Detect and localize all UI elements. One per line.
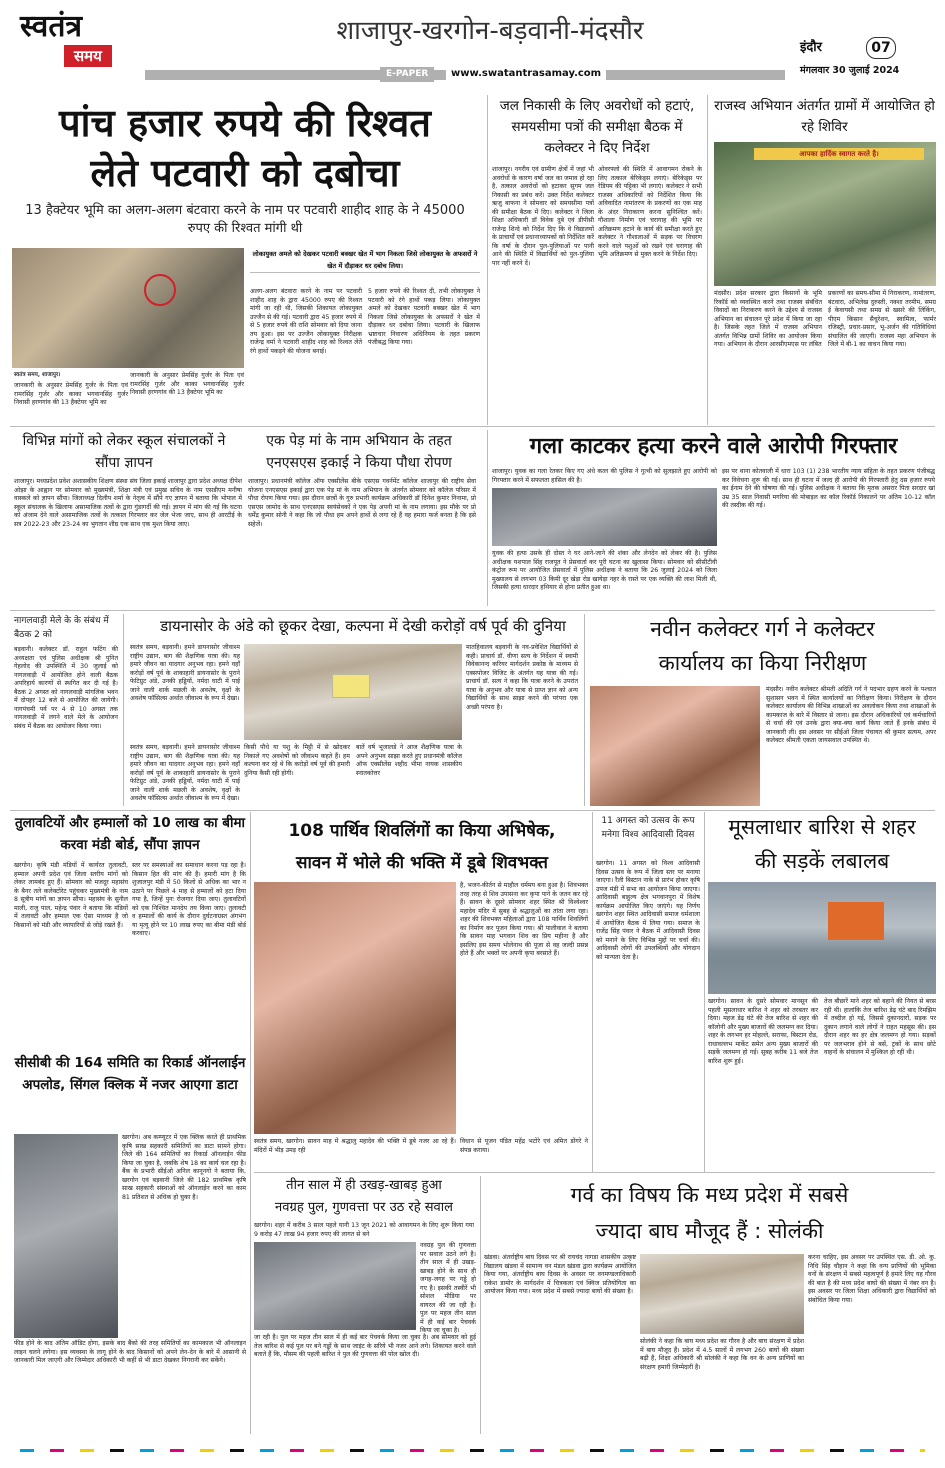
logo-bottom: समय	[64, 45, 112, 67]
new-collector-col: मंदसौर। नवीन कलेक्टर श्रीमती अदिति गर्ग ने पदभार ग्रहण करने के पश्चात सुशासन भवन में स्थित कार्यालयों का निरीक्षण किया। निरीक्षण के दौरान कलेक्टर कार्यालय की विभिन्न शाखाओं का अवलोकन किया तथा शाखाओं के कामकाज के बारे में विस्तार से जाना। इस दौरान अधिकारियों एवं कर्मचारियों से चर्चा की एवं उनके द्वारा क्या-क्या कार्य किया जाते हैं इनके संबंध में जानकारी ली। इस अवसर पर सीईओ जिला पंचायत श्री कुमार सत्यम, अपर कलेक्टर श्रीमती एकता जायसवाल उपस्थित थे।	[766, 686, 936, 745]
tree-headline: एक पेड़ मां के नाम अभियान के तहत एनएसएस इकाई ने किया पौधा रोपण	[266, 433, 452, 471]
bridge-headline-2: नवग्रह पुल, गुणवत्ता पर उठ रहे सवाल	[275, 1200, 453, 1215]
tiger-col-1: खंडवा। अंतर्राष्ट्रीय बाघ दिवस पर श्री रायचंद नागडा शासकीय उत्कृष्ट विद्यालय खंडवा में सामान्य वन मंडल खंडवा द्वारा कार्यक्रम आयोजित किया गया, अंतर्राष्ट्रीय बाघ दिवस के अवसर पर वनमण्डलाधिकारी राकेश डामोर के मार्गदर्शन में चित्रकला एवं क्विज प्रतियोगिता का आयोजन किया गया। मध्य प्रदेश में सबसे ज्यादा बाघों की संख्या है।	[484, 1254, 636, 1296]
bridge-lead: खरगोन। शहर में करीब 3 साल पहले यानी 13 जून 2021 को आवागमन के लिए शुरू किया गया 9 करोड़ 47 लाख 94 हजार रुपए की लागत से बने	[254, 1222, 474, 1238]
bribe-kicker: लोकायुक्त अमले को देखकर पटवारी बक्खर खेत में भाग निकला जिसे लोकायुक्त के अफसरों ने खेत में दौड़ाकर धर दबोच लिया।	[250, 248, 480, 273]
murder-photo	[492, 488, 717, 546]
cbi-col: खरगोन। अब कम्प्यूटर में एक क्लिक करते ही प्राथमिक कृषि साख सहकारी समितियों का डाटा सामने होगा। जिले की 164 समितियों का रिकार्ड ऑनलाईन फीड किया जा चुका है, जबकि शेष 18 का कार्य चल रहा है। बैंक के प्रभारी सीईओ अनिल कानूनगो ने बताया कि, खरगोन एवं बड़वानी जिले की 182 प्राथमिक कृषि साख सहकारी संस्थाओं को ऑनलाईन करने का काम 81 प्रतिशत से अधिक हो चुका है।	[122, 1134, 246, 1201]
drainage-col-1: शाजापुर। नगरीय एवं ग्रामीण क्षेत्रों में जहां भी अवरोधों के कारण वर्षा जल का जमाव हो रहा है, तत्काल अवरोधों को हटाकर सुगम जल निकासी का प्रबंध करें। उक्त निर्देश कलेक्टर ऋजु बाफना ने सोमवार को समयसीमा पत्रों की समीक्षा बैठक में दिए। कलेक्टर ने जिला शिक्षा अधिकारी डॉ विवेक दुबे एवं डीपीसी राजेन्द्र शिन्दे को निर्देश दिए कि वे विद्यालयों के प्राचार्यों एवं प्रधानाध्यापकों को निर्देशित करें कि वर्षा के दौरान पुल-पुलियाओं पर पानी आने की स्थिति में विद्यार्थियों को पुल-पुलिया पार नहीं करने दें।	[492, 166, 594, 268]
bridge-col-bottom: जा रही है। पुल पर महज तीन साल में ही कई बार पेचवर्क किया जा चुका है। अब सोमवार को हुई तेज बारिश से कई पुल पर बने गड्ढों के साथ जाइंट के सरिये भी नजर आने लगे। शिकायत करने वाले बताते हैं कि, मौसम की पहली बारिश ने पुल की गुणवत्ता की पोल खोल दी।	[254, 1334, 476, 1359]
bribe-col-2: अलग-अलग बंटवारा करने के नाम पर पटवारी शाहीद शाह के द्वारा 45000 रुपए की रिश्वत मांगी जा रही थी, जिसकी शिकायत लोकायुक्त उज्जैन से की गई। पटवारी द्वारा 45 हजार रुपये में से 5 हजार रुपये की राशि सोमवार को दिया जाना तय हुआ। इस पर उज्जैन लोकायुक्त निरीक्षक राजेन्द्र वर्मा ने पटवारी शाहीद शाह को रिश्वत लेते रंगे हाथों पकड़ने की योजना बनाई।	[250, 288, 362, 355]
mandi-headline: तुलावटियों और हम्मालों को 10 लाख का बीमा करवा मंडी बोर्ड, सौंपा ज्ञापन	[14, 815, 246, 853]
new-collector-headline-2: कार्यालय का किया निरीक्षण	[658, 651, 867, 675]
tiger-photo	[640, 1254, 804, 1334]
revenue-col-2: प्रकरणों का समय-सीमा में निराकरण, नामांतरण, बंटवारा, अभिलेख दुरुस्ती, नक्शा तरमीम, समग्र ई केवायसी तथा समग्र से खसरे की लिंकिंग, पीएम किसान सैचुरेशन, स्वामित्व, फार्मर रजिस्ट्री, प्रचार-प्रसार, भू-अर्जन की गतिविधियां संचालित की जाएगी। राजस्व महा अभियान के जिले में बी-1 का वाचन किया गया।	[828, 290, 936, 349]
page-number: 07	[866, 37, 896, 59]
nagalwadi-col: बड़वानी। कलेक्टर डॉ. राहुल फटिंग की अध्यक्षता एवं पुलिस अधीक्षक श्री पुनित गेहलोद की उपस्थिति में 30 जुलाई को नागलवाड़ी में आयोजित होने वाली बैठक अपरिहार्य कारणों से स्थगित कर दी गई है। बैठक 2 अगस्त को नागलवाड़ी मांगलिक भवन में दोपहर 12 बजे से आयोजित की जायेगी। नागपंचमी पर्व पर 4 से 10 अगस्त तक नागलवाड़ी में लगने वाले मेले के आयोजन संबंध में बैठक का आयोजन किया गया।	[14, 646, 118, 730]
school-headline: विभिन्न मांगों को लेकर स्कूल संचालकों ने सौंपा ज्ञापन	[22, 433, 226, 471]
shivling-headline-2: सावन में भोले की भक्ति में डूबे शिवभक्त	[295, 853, 548, 873]
tiger-photo-caption: सोलंकी ने कहा कि बाघ मध्य प्रदेश का गौरव है और बाघ संरक्षण में प्रदेश में बाघ मौजूद हैं। प्रदेश में 4.5 सालों में लगभग 260 बाघों की संख्या बढ़ी है, शिक्षा अधिकारी श्री सोलंकी ने कहा कि वन के अन्य प्राणियों का संरक्षण हमारी जिम्मेदारी है।	[640, 1338, 804, 1371]
shivling-photo-caption-2: विधान से पूजन पंडित महेंद्र भटोरे एवं अमित डोंगरे ने संपन्न कराया।	[460, 1138, 588, 1154]
dinosaur-photo	[244, 644, 462, 740]
adivasi-headline: 11 अगस्त को उत्सव के रूप मनेगा विश्व आदिवासी दिवस	[601, 816, 695, 840]
dinosaur-col-1: स्वतंत्र समय, बड़वानी। हमने डायनासोर जीवाश्म राष्ट्रीय उद्यान, बाग की शैक्षणिक यात्रा की। यह हमारे जीवन का यादगार अनुभव रहा। हमने वहाँ करोड़ों वर्ष पूर्व के शाकाहारी डायनासोर के पुराने फेटिग्रुट अंडे, उनकी हड्डियों, नर्मदा घाटी में पाई जाने वाली शार्क मछली के अवशेष, वृक्षों के अवशेष फॉसिल्स अर्थात जीवाश्म के रूप में देखा।	[130, 644, 240, 703]
bridge-col: नवग्रह पुल की गुणवत्ता पर सवाल उठने लगे है। तीन साल में ही उखड़-खाबड़ होने के साथ ही जगह-जगह पर गड्ढे हो गए है। इसकी तस्वीरें भी सोशल मीडिया पर वायरल की जा रही है। पुल पर महज तीन साल में ही कई बार पेचवर्क किया जा चुका है।	[420, 1242, 476, 1335]
tiger-headline-1: गर्व का विषय कि मध्य प्रदेश में सबसे	[570, 1183, 849, 1207]
mandi-col-1: खरगोन। कृषि मंडी मंडियों में कार्यरत तुलावटी, हम्माल अपनी प्रदेश एवं जिला स्तरीय मांगों को लेकर लामबंद हुए हैं। सोमवार को मजदूर महासंघ के बैनर तले कलेक्टोरेट पहुंचकर मुख्यमंत्री के नाम 8 सूत्रीय मांगों का ज्ञापन सौंपा। महासंघ के सुनील माली, राजु पाल, महेन्द्र पंवार ने बताया कि मंडियों में तलावटी और हम्माल एक ऐसा माध्यम है जो किसानों को मंडी और व्यापारियों से जोड़े रखते हैं।	[14, 862, 128, 929]
murder-headline: गला काटकर हत्या करने वाले आरोपी गिरफ्तार	[529, 434, 898, 459]
shivling-photo	[254, 882, 456, 1134]
dinosaur-banner	[332, 674, 370, 698]
dinosaur-photo-caption: किसी पौधे या पशु के मिट्टी में से खोदकर निकाले गए अवशेषों को जीवाश्म कहते हैं। हम कल्पना कर रहे थे कि करोड़ों वर्ष पूर्व की हमारी दुनिया कैसी रही होगी।	[244, 744, 350, 777]
epaper-label: E-PAPER	[380, 67, 434, 82]
bribe-headline-2: लेते पटवारी को दबोचा	[90, 151, 400, 195]
bribe-photo-circle	[144, 274, 176, 306]
date-label: मंगलवार 30 जुलाई 2024	[800, 65, 900, 76]
cbi-col-bottom: फीड होने के बाद अंतिम ऑडिट होगा, इसके बाद बैंको की तरह समितियों का कामकाज भी ऑनलाइन लाइन चलने लगेगा। इस व्यवस्था के लागू होने के बाद किसानों को अपने लेन-देन के बारे में आसानी से जानकारी मिल जाएगी और जिम्मेदार अधिकारी भी कहीं से भी डाटा देखकर निगरानी कर सकेंगे।	[14, 1340, 246, 1365]
revenue-col-1: मंदसौर। प्रदेश सरकार द्वारा किसानों के भूमि रिकॉर्ड को व्यवस्थित करने तथा राजस्व संबंधित विवादों का निराकरण करने के उद्देश्य से राजस्व अभियान का संचालन पूरे प्रदेश में किया जा रहा है। जिसके तहत जिले में राजस्व अभियान अंतर्गत विभिन्न ग्रामों शिविर का आयोजन किया गया। अभियान के दौरान आरसीएमएस पर लंबित	[714, 290, 822, 349]
website-link[interactable]: www.swatantrasamay.com	[446, 67, 606, 81]
revenue-photo-banner: आपका हार्दिक स्वागत करते है।	[754, 148, 924, 160]
adivasi-col: खरगोन। 11 अगस्त को विश्व आदिवासी दिवस उत्सव के रूप में जिला स्तर पर मनाया जाएगा। रैली बिस्टान नाके से प्रारंभ होकर कृषि उपज मंडी में सभा का आयोजन किया जाएगा। आदिवासी बाहुल्य क्षेत्र भगवानपुरा में विशेष कार्यक्रम आयोजित किए जाएंगे। यह निर्णय खरगोन शहर स्थित आदिवासी समाज धर्मशाला में आयोजित बैठक में लिया गया। समाज के राजेंद्र सिंह पंवार ने बैठक में आदिवासी दिवस को मनाने के लिए विभिन्न मुद्दों पर चर्चा की। आदिवासी लोगों की उपलब्धियों और योगदान को मान्यता देता है।	[596, 860, 700, 962]
bribe-col-1b: जानकारी के अनुसार प्रेमसिंह गुर्जर के पिता एवं रामरसिंह गुर्जर और काका भगवानसिंह गुर्जर निवासी हरणगांव की 13 हैक्टेयर भूमि का	[130, 372, 244, 397]
bribe-col-3: 5 हजार रुपये की रिश्वत दी, तभी लोकायुक्त ने पटवारी को रंगे हाथों पकड़ लिया। लोकायुक्त अमले को देखकर पटवारी बक्खर खेत में भाग निकला जिसे लोकायुक्त के अफसरों ने खेत में दौड़ाकर धर दबोचा लिया। पटवारी के खिलाफ भ्रष्टाचार निवारण अधिनियम के तहत प्रकरण पंजीबद्ध किया गया।	[368, 288, 480, 347]
bribe-col-1: जानकारी के अनुसार प्रेमसिंह गुर्जर के पिता एवं रामरसिंह गुर्जर और काका भगवानसिंह गुर्जर निवासी हरणगांव की 13 हैक्टेयर भूमि का	[14, 382, 128, 407]
nagalwadi-headline: नागलवाड़ी मेले के के संबंध में बैठक 2 को	[14, 616, 109, 640]
logo	[20, 10, 130, 72]
shivling-col: है, भजन-कीर्तन से माहौल धर्ममय बना हुआ है। शिवभक्त तरह तरह से शिव उपासना कर कृपा पाने के जतन कर रहे हैं। सावन के दूसरे सोमवार शहर स्थित श्री विश्वेश्वर महादेव मंदिर में सुबह से श्रद्धालुओं का तांता लगा रहा। शहर की शिवभक्त महिलाओं द्वारा 108 पार्थिव शिवलिंगों का निर्माण कर पूजन किया गया। श्री पालीवाल ने बताया कि सावन माह भगवान शिव का प्रिय महीना है और इसलिए इस समय भोलेनाथ की पूजा से वह जल्दी प्रसन्न होते हैं और भक्तों पर अपनी कृपा बरसाते हैं।	[460, 882, 588, 958]
registration-strip	[0, 1446, 945, 1456]
new-collector-headline-1: नवीन कलेक्टर गर्ग ने कलेक्टर	[650, 617, 875, 641]
dinosaur-col-1b: स्वतंत्र समय, बड़वानी। हमने डायनासोर जीवाश्म राष्ट्रीय उद्यान, बाग की शैक्षणिक यात्रा की। यह हमारे जीवन का यादगार अनुभव रहा। हमने वहाँ करोड़ों वर्ष पूर्व के शाकाहारी डायनासोर के पुराने फेटिग्रुट अंडे, उनकी हड्डियों, नर्मदा घाटी में पाई जाने वाली शार्क मछली के अवशेष, वृक्षों के अवशेष फॉसिल्स अर्थात जीवाश्म के रूप में देखा।	[130, 744, 240, 803]
shivling-headline-1: 108 पार्थिव शिवलिंगों का किया अभिषेक,	[288, 821, 556, 841]
tiger-headline-2: ज्यादा बाघ मौजूद हैं : सोलंकी	[595, 1219, 824, 1243]
bribe-photo-caption: स्वतंत्र समय, शाजापुर।	[14, 372, 244, 382]
murder-lead: शाजापुर। युवक का गला रेतकर किए गए अंधे कत्ल की पुलिस ने गुत्थी को सुलझाते हुए आरोपी को गिरफ्तार करने में सफलता हासिल की है।	[492, 468, 717, 484]
edition-title: शाजापुर-खरगोन-बड़वानी-मंदसौर	[336, 16, 644, 46]
city-label: इंदौर	[800, 40, 822, 55]
rain-headline-2: की सड़कें लबालब	[754, 849, 890, 873]
revenue-headline: राजस्व अभियान अंतर्गत ग्रामों में आयोजित हो रहे शिविर	[714, 98, 935, 135]
rain-headline-1: मूसलाधार बारिश से शहर	[728, 815, 916, 839]
school-col: शाजापुर। मध्यप्रदेश प्रवेश अशासकीय शिक्षण संस्था संघ जिला इकाई शाजापुर द्वारा प्रदेश अध्यक्ष दीपेश ओझा के आह्वान पर सोमवार को मुख्यमंत्री, शिक्षा मंत्री एवं प्रमुख सचिव के नाम एसडीएम मनीषा वास्कले को ज्ञापन सौंपा। जिलाध्यक्ष दिलीप शर्मा के नेतृत्व में सौंपे गए ज्ञापन में बताया कि भोपाल में स्कूल संचालक के खिलाफ असामाजिक तत्वों के द्वारा गुंडागर्दी की गई। ज्ञापन में मांग की गई कि घटना को अंजाम देने वाले असामाजिक तत्वों के तत्काल गिरफ्तार कर जेल भेजा जाए, साथ ही आरटीई के सत्र 2022-23 और 23-24 का भुगतान शीघ्र एक साथ एक मुश्त किया जाए।	[14, 478, 242, 528]
murder-col-1: युवक की हत्या उसके ही दोस्त ने घर आने-जाने की शंका और लेनदेन को लेकर की है। पुलिस अधीक्षक यशपाल सिंह राजपूत ने प्रेसवार्ता कर पूरी घटना का खुलासा किया। सोमवार को सीसीटीवी कंट्रोल रूम पर आयोजित प्रेसवार्ता में पुलिस अधीक्षक ने बताया कि 26 जुलाई 2024 को जिला मुख्यालय से लगभग 03 किमी दूर खेड़ा रोड खायेड़ा नहर के रास्ते पर एक व्यक्ति की लाश मिली थी, जिसकी हत्या धारदार हथियार से होना प्रतीत हुआ था।	[492, 550, 717, 592]
masthead	[0, 0, 945, 82]
new-collector-photo	[590, 686, 760, 806]
dinosaur-headline: डायनासोर के अंडे को छूकर देखा, कल्पना में देखी करोड़ों वर्ष पूर्व की दुनिया	[160, 617, 566, 635]
revenue-photo	[714, 142, 936, 286]
bridge-headline-1: तीन साल में ही उखड़-खाबड़ हुआ	[286, 1178, 442, 1193]
rain-photo-water	[708, 952, 936, 994]
tree-col: शाजापुर। प्रधानमंत्री कॉलेज ऑफ एक्सीलेंस बीके एसएस गवर्नमेंट कॉलेज शाजापुर की राष्ट्रीय सेवा योजना एनएसएस इकाई द्वारा एक पेड़ मां के नाम अभियान के अंतर्गत सोमवार को कॉलेज परिसर में पौधा रोपण किया गया। इस दौरान छात्रों के गुरु प्रभारी कार्यक्रम अधिकारी डॉ दिनेश कुमार निनामा, प्रो एसएस जामोद के साथ एनएसएस स्वयंसेवकों ने एक पेड़ अपनी मां के नाम लगाया। इस मौके पर प्रो धर्मेंद्र कुमार सोनी ने कहा कि जो पौधा हम अपने हाथों से लगा रहे हैं वह हमारा फर्ज बनता है कि इसे सहेजें।	[248, 478, 476, 528]
dinosaur-col-2: मातहिवालय बड़वानी के नव-प्रवेशित विद्यार्थियों से कही। प्राचार्य डॉ. वीणा सत्य के निर्देशन में स्वामी विवेकानन्द करियर मार्गदर्शन प्रकोष्ठ के माध्यम से एक्सपोजर विजिट के अंतर्गत यह यात्रा की गई। प्राचार्य डॉ. सत्य ने कहा कि यात्रा करने के उपरांत यात्रा के अनुभव और यात्रा से प्राप्त ज्ञान को अन्य विद्यार्थियों के साथ साझा करने की परंपरा एक अच्छी परंपरा है।	[466, 644, 578, 711]
bribe-photo	[12, 248, 244, 368]
rain-photo-bus	[828, 902, 884, 940]
drainage-col-2: ओवरफ्लो की स्थिति में आवागमन रोकने के लिए तत्काल बेरिकेड्स लगाएं। बेरिकेड्स पर रेडियम की पट्टिका भी लगाएं। कलेक्टर ने सभी राजस्व अधिकारियों को निर्देशित किया कि अविवादित नामांतरण के प्रकरणों का एक माह के अंदर निराकरण करना सुनिश्चित करें। गौशाला निर्माण एवं चरागाह की भूमि पर अतिक्रमण हटाने के कार्य की समीक्षा करते हुए कलेक्टर ने गौशालाओं में सड़क पर विचरण करने वाले पशुओं को रखने एवं चरागाह की भूमि अतिक्रमण से मुक्त करने के निर्देश दिए।	[598, 166, 702, 259]
drainage-headline: जल निकासी के लिए अवरोधों को हटाएं, समयसीमा पत्रों की समीक्षा बैठक में कलेक्टर ने दिए निर्देश	[499, 98, 695, 156]
tiger-col-2: करना चाहिए, इस अवसर पर उपस्थित एस. डी. ओ. कु. निधि सिंह चौहान ने कहा कि वन्य प्राणियों की भूमिका वनों के संरक्षण में सबसे महत्वपूर्ण है हमारे लिए यह गौरव की बात है की मध्य प्रदेश बाघों की संख्या में नंबर वन है। इस अवसर पर जिला शिक्षा अधिकारी द्वारा विद्यार्थियों को संबोधित किया गया।	[808, 1254, 936, 1304]
logo-top: स्वतंत्र	[20, 9, 83, 44]
rain-col-1: खरगोन। सावन के दूसरे सोमवार मानसून की पहली मूसलाधार बारिश ने शहर को तरबतर कर दिया। महज डेढ़ घंटे की तेज बारिश से शहर की कॉलोनी और मुख्य बाजारों की जलमग्न कर दिया। शहर के लगभग हर मोहल्ले, सराफा, बिस्टान रोड, राधावल्लभ मार्केट समेत अन्य मुख्य बाजारों की सड़कें जलमग्न हो गई। सुबह करीब 11 बजे तेज बारिश शुरू हुई।	[708, 998, 818, 1065]
rain-photo	[708, 882, 936, 994]
bridge-photo	[254, 1242, 416, 1330]
bribe-headline-1: पांच हजार रुपये की रिश्वत	[59, 101, 431, 145]
rain-col-2: तेज बौछारें माने शहर को बहाने की नियत से बरस रही थी। हालांकि तेज बारिश डेढ़ घंटे बाद रिमझिम में तब्दील हो गई, जिससे दुकानदारों, सड़क पर दुकान लगाने वाले लोगों ने राहत महसूस की। इस दौरान शहर का हर क्षेत्र जलमग्न हो गया। सड़कों पर जलभराव होने से बसें, ट्रकों के साथ छोटे वाहनों के संचालन में मुश्किल हो रही थी।	[824, 998, 936, 1057]
cbi-photo	[14, 1134, 118, 1338]
dinosaur-photo-caption-2: बातें वर्ष भूजालडे ने आज शैक्षणिक यात्रा के अपने अनुभव साझा करते हुए प्रधानमंत्री कॉलेज ऑफ एक्सीलेंस शहीद भीमा नायक शासकीय स्नातकोत्तर	[356, 744, 462, 777]
shivling-photo-caption: स्वतंत्र समय, खरगोन। सावन माह में श्रद्धालु महादेव की भक्ति में डूबे नजर आ रहे हैं। मंदिरों में भीड़ उमड़ रही	[254, 1138, 456, 1154]
murder-col-2: इस पर थाना कोतवाली में धारा 103 (1) 238 भारतीय न्याय संहिता के तहत प्रकरण पंजीबद्ध कर विवेचना शुरू की गई। साथ ही घटना में जल्द ही आरोपी की गिरफ्तारी हेतु दस हजार रुपये का ईनाम देने की घोषणा की गई। पुलिस अधीक्षक ने बताया कि मृतक असरार पिता सरदार खां उम्र 35 साल निवासी मगरिया की मोबाइल का कॉल रिकॉर्ड निकालने पर अंतिम 10-12 कॉल की तस्दीक की गई।	[722, 468, 935, 510]
bribe-subhead: 13 हैक्टेयर भूमि का अलग-अलग बंटवारा करने के नाम पर पटवारी शाहीद शाह के ने 45000 रुपए की रिश्वत मांगी थी	[25, 203, 465, 236]
cbi-headline: सीसीबी की 164 समिति का रिकार्ड ऑनलाईन अपलोड, सिंगल क्लिक में नजर आएगा डाटा	[14, 1055, 246, 1093]
mandi-col-2: स्तर पर समस्याओं का समाधान करना पड़ रहा है। किसान हित की मांग की है। हमारी मांग है कि शुजालपुर मंडी में 50 किलो से अधिक का भार न उठाने पर पिछले 4 माह से हम्मालों को हटा दिया गया है, जिन्हें पुनः रोजगार दिया जाए। तुलावटियों को एक निश्चित मानदेय तय किया जाए। तुलावटी व हम्मालों की कार्य के दौरान दुर्घटनाग्रस्त अंगभंग या मृत्यु होने पर 10 लाख रुपए का बीमा मंडी बोर्ड करवाए।	[132, 862, 246, 938]
